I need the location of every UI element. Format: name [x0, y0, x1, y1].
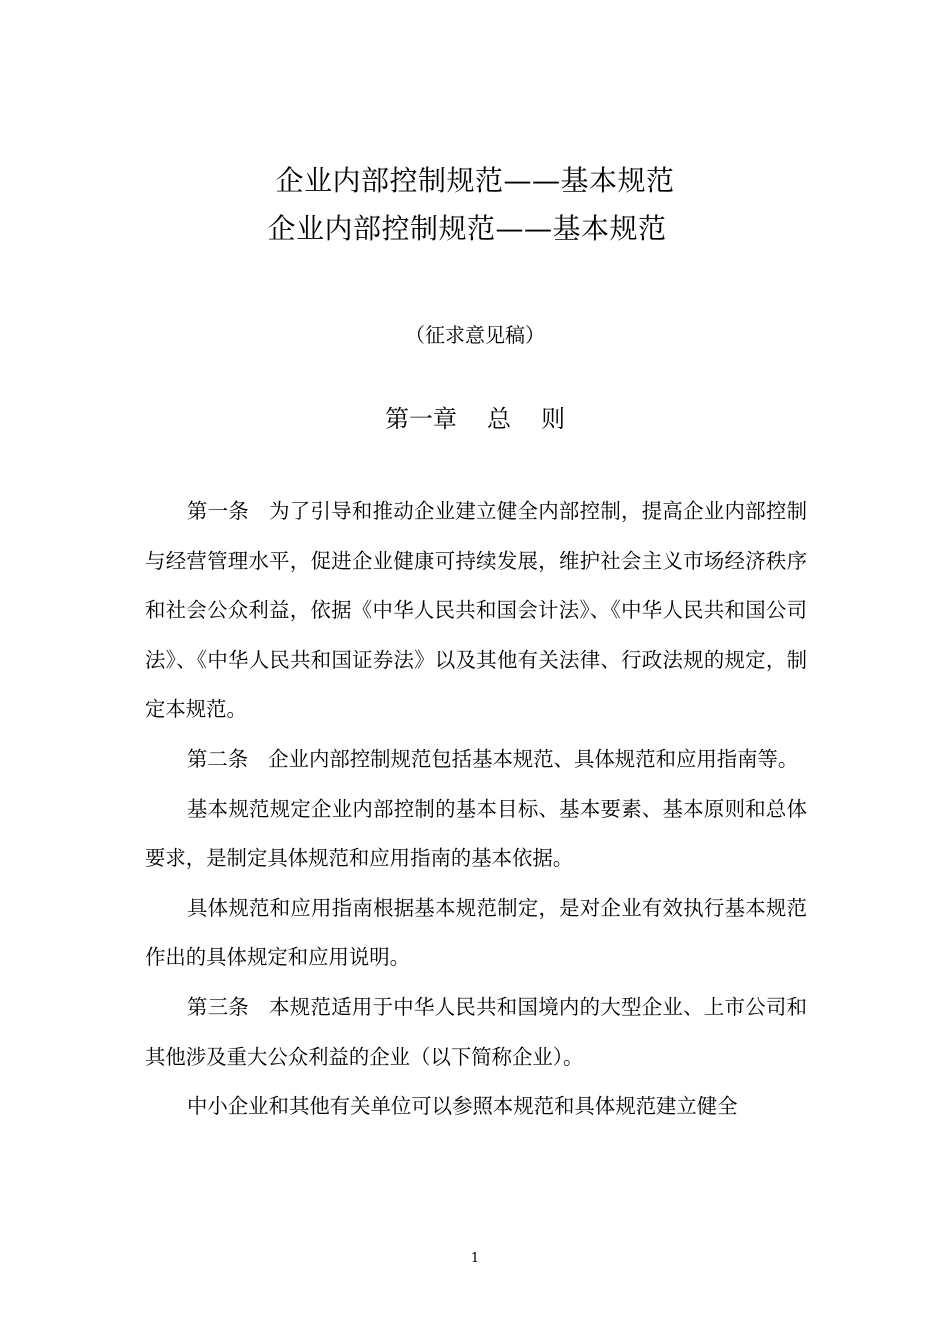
- paragraph-text: 本规范适用于中华人民共和国境内的大型企业、上市公司和其他涉及重大公众利益的企业（以下简称企业）。: [145, 994, 808, 1069]
- article-number: 第二条: [187, 746, 249, 771]
- paragraph-article-3: [145, 983, 807, 1082]
- document-subtitle: （征求意见稿）: [405, 323, 545, 347]
- paragraph-text: 企业内部控制规范包括基本规范、具体规范和应用指南等。: [268, 746, 799, 771]
- page-number: 1: [470, 1251, 480, 1266]
- paragraph-text: 中小企业和其他有关单位可以参照本规范和具体规范建立健全: [187, 1094, 738, 1119]
- chapter-name-part-1: 总: [487, 405, 511, 433]
- paragraph-text: 为了引导和推动企业建立健全内部控制，提高企业内部控制与经营管理水平，促进企业健康可持续发展，维护社会主义市场经济秩序和社会公众利益，依据《中华人民共和国会计法》、《中华人民共和国公司法》、《中华人民共和国证券法》以及其他有关法律、行政法规的规定，制定本规范。: [145, 499, 808, 722]
- paragraph-article-2: [145, 735, 807, 785]
- document-body: [145, 487, 807, 1132]
- paragraph-specific-norm: [145, 884, 807, 983]
- article-number: 第一条: [187, 499, 250, 523]
- chapter-number: 第一章: [385, 405, 457, 433]
- paragraph-text: 基本规范规定企业内部控制的基本目标、基本要素、基本原则和总体要求，是制定具体规范和应用指南的基本依据。: [145, 796, 807, 871]
- paragraph-sme: [145, 1082, 807, 1132]
- article-number: 第三条: [187, 994, 250, 1019]
- chapter-name-part-2: 则: [541, 405, 565, 433]
- chapter-heading: [0, 402, 950, 436]
- paragraph-basic-norm: [145, 785, 807, 884]
- document-title-repeat: 企业内部控制规范——基本规范: [267, 212, 667, 245]
- paragraph-text: 具体规范和应用指南根据基本规范制定，是对企业有效执行基本规范作出的具体规定和应用说明。: [145, 895, 807, 970]
- document-title: 企业内部控制规范——基本规范: [275, 164, 675, 197]
- paragraph-article-1: [145, 487, 807, 735]
